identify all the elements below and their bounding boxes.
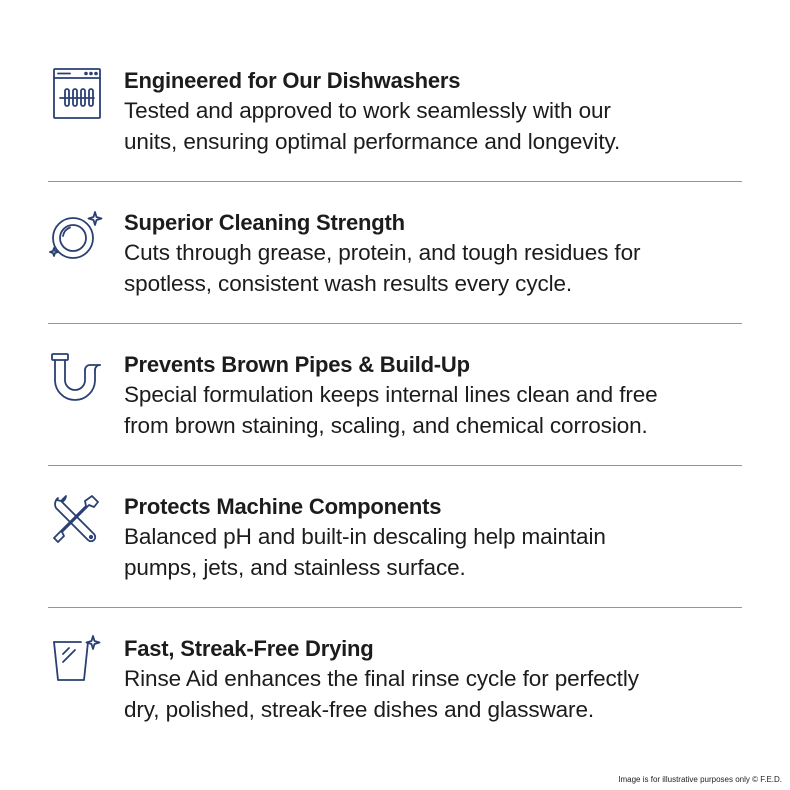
description-line: from brown staining, scaling, and chemical corrosion.	[124, 413, 648, 438]
description-line: Rinse Aid enhances the final rinse cycle for perfectly	[124, 666, 639, 691]
feature-title: Engineered for Our Dishwashers	[124, 68, 461, 93]
description-line: Cuts through grease, protein, and tough residues for	[124, 240, 641, 265]
description-line: units, ensuring optimal performance and longevity.	[124, 129, 621, 154]
description-line: Tested and approved to work seamlessly with our	[124, 98, 611, 123]
wrench-screwdriver-icon	[48, 492, 104, 548]
divider	[48, 607, 742, 608]
description-line: pumps, jets, and stainless surface.	[124, 555, 466, 580]
feature-description	[124, 237, 744, 299]
feature-description	[124, 663, 744, 725]
feature-description	[124, 379, 744, 441]
feature-description	[124, 95, 744, 157]
dishwasher-icon	[48, 66, 104, 122]
sparkling-plate-icon	[48, 208, 104, 264]
pipe-icon	[48, 350, 104, 406]
disclaimer-footnote: Image is for illustrative purposes only © F.E.D.	[618, 775, 782, 784]
divider	[48, 465, 742, 466]
sparkling-glass-icon	[48, 634, 104, 690]
description-line: spotless, consistent wash results every cycle.	[124, 271, 573, 296]
feature-description	[124, 521, 744, 583]
feature-title: Superior Cleaning Strength	[124, 210, 405, 235]
description-line: Balanced pH and built-in descaling help maintain	[124, 524, 606, 549]
description-line: dry, polished, streak-free dishes and glassware.	[124, 697, 595, 722]
feature-title: Prevents Brown Pipes & Build-Up	[124, 352, 470, 377]
feature-title: Fast, Streak-Free Drying	[124, 636, 374, 661]
feature-title: Protects Machine Components	[124, 494, 442, 519]
divider	[48, 323, 742, 324]
divider	[48, 181, 742, 182]
description-line: Special formulation keeps internal lines clean and free	[124, 382, 658, 407]
